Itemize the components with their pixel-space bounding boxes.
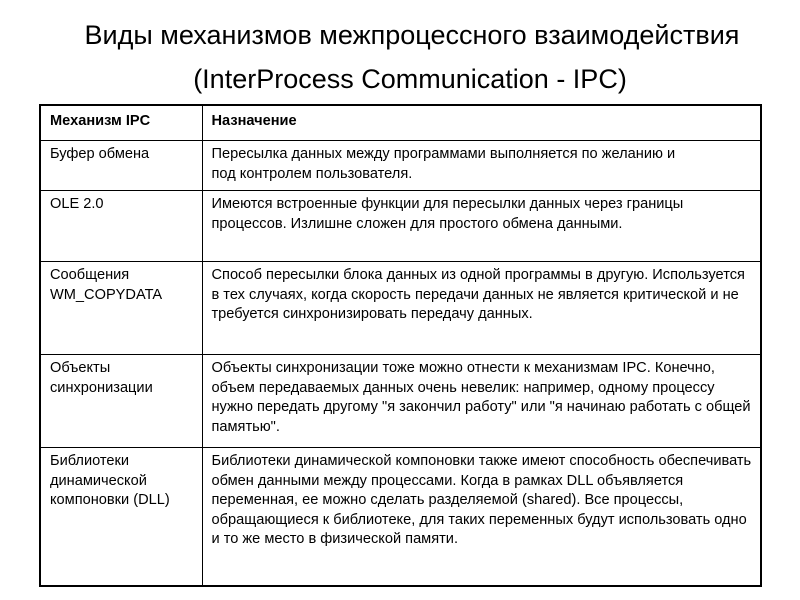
mechanism-cell (40, 355, 202, 448)
mechanism-name: Сообщения WM_COPYDATA (50, 267, 163, 303)
table-row (40, 141, 761, 191)
table-header-row (40, 105, 761, 141)
purpose-text: Способ пересылки блока данных из одной программы в другую. Используется в тех случаях, когда скорость передачи данных не является критической и не требуется синхронизировать передачу данных. (211, 267, 745, 322)
purpose-text: Имеются встроенные функции для пересылки данных через границы процессов. Излишне сложен для простого обмена данными. (211, 196, 684, 232)
page-title: Виды механизмов межпроцессного взаимодействия (84, 20, 740, 50)
table-row (40, 355, 761, 448)
table-row (40, 191, 761, 262)
purpose-cell (202, 448, 761, 586)
column-header-purpose: Назначение (202, 105, 761, 141)
mechanism-name: Библиотеки динамической компоновки (DLL) (50, 453, 170, 508)
purpose-cell (202, 355, 761, 448)
mechanism-cell (40, 191, 202, 262)
mechanism-name: Объекты синхронизации (50, 360, 153, 396)
page-subtitle: (InterProcess Communication - IPC) (193, 64, 627, 94)
table-row (40, 262, 761, 355)
mechanism-name: Буфер обмена (50, 146, 150, 162)
purpose-text: Объекты синхронизации тоже можно отнести к механизмам IPC. Конечно, объем передаваемых данных очень невелик: например, одному процессу нужно передать другому "я закончил работу" или "я начинаю работать с общей памятью". (211, 360, 751, 435)
mechanism-cell (40, 262, 202, 355)
mechanism-cell (40, 448, 202, 586)
purpose-text: Библиотеки динамической компоновки также имеют способность обеспечивать обмен данными между процессами. Когда в рамках DLL объявляется переменная, ее можно сделать разделяемой (shared). Все процессы, обращающиеся к библиотеке, для таких переменных будут использовать одно и то же место в физической памяти. (211, 453, 752, 547)
purpose-cell (202, 191, 761, 262)
column-header-mechanism: Механизм IPC (40, 105, 202, 141)
mechanism-name: OLE 2.0 (50, 196, 104, 212)
table-row (40, 448, 761, 586)
purpose-text: Пересылка данных между программами выполняется по желанию и под контролем пользователя. (211, 146, 676, 182)
ipc-mechanisms-table (39, 104, 762, 587)
purpose-cell (202, 141, 761, 191)
purpose-cell (202, 262, 761, 355)
mechanism-cell (40, 141, 202, 191)
